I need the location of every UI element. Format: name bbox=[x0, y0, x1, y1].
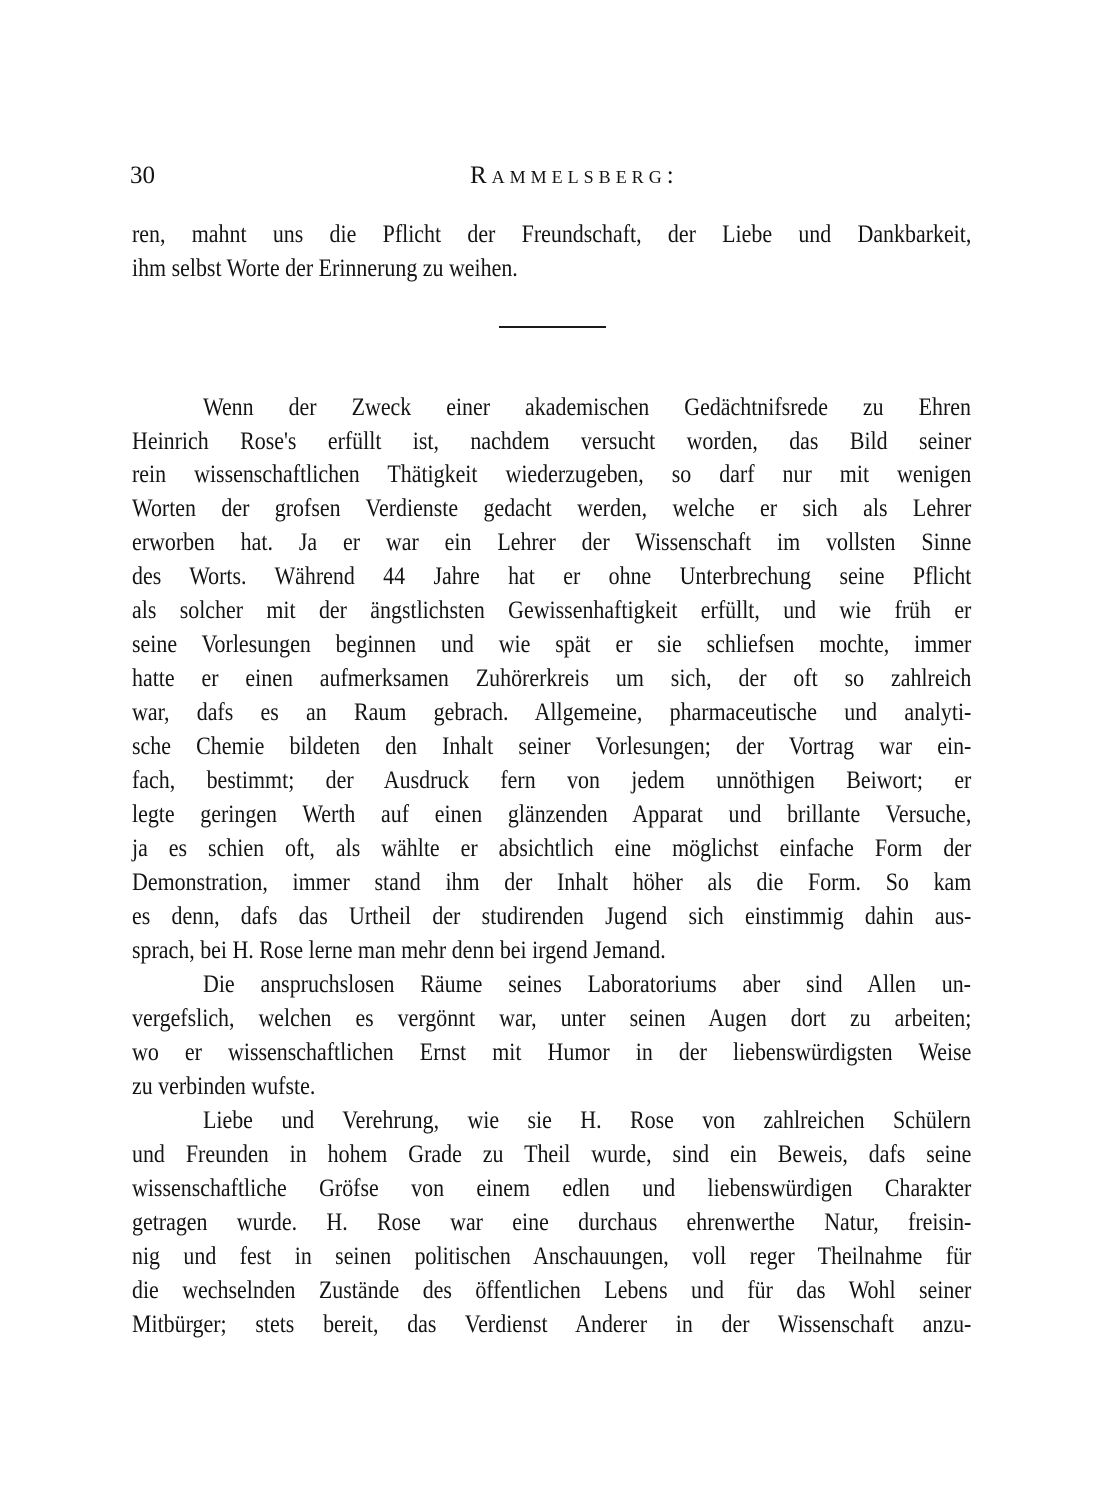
text-line: war, dafs es an Raum gebrach. Allgemeine, pharmaceutische und analyti- bbox=[132, 697, 972, 726]
text-line: zu verbinden wufste. bbox=[132, 1071, 316, 1100]
text-line: wissenschaftliche Gröfse von einem edlen und liebenswürdigen Charakter bbox=[132, 1173, 972, 1202]
text-line: fach, bestimmt; der Ausdruck fern von jedem unnöthigen Beiwort; er bbox=[132, 765, 972, 794]
text-line: als solcher mit der ängstlichsten Gewissenhaftigkeit erfüllt, und wie früh er bbox=[132, 595, 972, 624]
text-line: Die anspruchslosen Räume seines Laboratoriums aber sind Allen un- bbox=[203, 969, 971, 998]
text-line: erworben hat. Ja er war ein Lehrer der Wissenschaft im vollsten Sinne bbox=[132, 527, 972, 556]
text-line: nig und fest in seinen politischen Anschauungen, voll reger Theilnahme für bbox=[132, 1241, 972, 1270]
text-line: und Freunden in hohem Grade zu Theil wurde, sind ein Beweis, dafs seine bbox=[132, 1139, 972, 1168]
text-line: legte geringen Werth auf einen glänzenden Apparat und brillante Versuche, bbox=[132, 799, 972, 828]
text-line: des Worts. Während 44 Jahre hat er ohne Unterbrechung seine Pflicht bbox=[132, 561, 972, 590]
text-line: vergefslich, welchen es vergönnt war, unter seinen Augen dort zu arbeiten; bbox=[132, 1003, 972, 1032]
text-line: ja es schien oft, als wählte er absichtlich eine möglichst einfache Form der bbox=[132, 833, 972, 862]
text-line: Demonstration, immer stand ihm der Inhalt höher als die Form. So kam bbox=[132, 867, 972, 896]
text-line: hatte er einen aufmerksamen Zuhörerkreis um sich, der oft so zahlreich bbox=[132, 663, 972, 692]
page-number: 30 bbox=[130, 162, 155, 189]
running-head: Rammelsberg: bbox=[470, 162, 679, 189]
text-line: seine Vorlesungen beginnen und wie spät er sie schliefsen mochte, immer bbox=[132, 629, 972, 658]
text-line: sprach, bei H. Rose lerne man mehr denn bei irgend Jemand. bbox=[132, 935, 666, 964]
text-line: es denn, dafs das Urtheil der studirenden Jugend sich einstimmig dahin aus- bbox=[132, 901, 972, 930]
text-line: Liebe und Verehrung, wie sie H. Rose von zahlreichen Schülern bbox=[203, 1105, 971, 1134]
text-line: Wenn der Zweck einer akademischen Gedächtnifsrede zu Ehren bbox=[203, 392, 971, 421]
text-line: Mitbürger; stets bereit, das Verdienst Anderer in der Wissenschaft anzu- bbox=[132, 1309, 972, 1338]
text-line: ren, mahnt uns die Pflicht der Freundschaft, der Liebe und Dankbarkeit, bbox=[132, 219, 972, 248]
text-line: wo er wissenschaftlichen Ernst mit Humor in der liebenswürdigsten Weise bbox=[132, 1037, 972, 1066]
text-line: die wechselnden Zustände des öffentlichen Lebens und für das Wohl seiner bbox=[132, 1275, 972, 1304]
text-line: Worten der grofsen Verdienste gedacht werden, welche er sich als Lehrer bbox=[132, 493, 972, 522]
text-line: ihm selbst Worte der Erinnerung zu weihen. bbox=[132, 253, 518, 282]
section-divider bbox=[499, 326, 606, 328]
text-line: getragen wurde. H. Rose war eine durchaus ehrenwerthe Natur, freisin- bbox=[132, 1207, 972, 1236]
text-line: sche Chemie bildeten den Inhalt seiner Vorlesungen; der Vortrag war ein- bbox=[132, 731, 972, 760]
text-line: Heinrich Rose's erfüllt ist, nachdem versucht worden, das Bild seiner bbox=[132, 426, 972, 455]
text-line: rein wissenschaftlichen Thätigkeit wiederzugeben, so darf nur mit wenigen bbox=[132, 459, 972, 488]
